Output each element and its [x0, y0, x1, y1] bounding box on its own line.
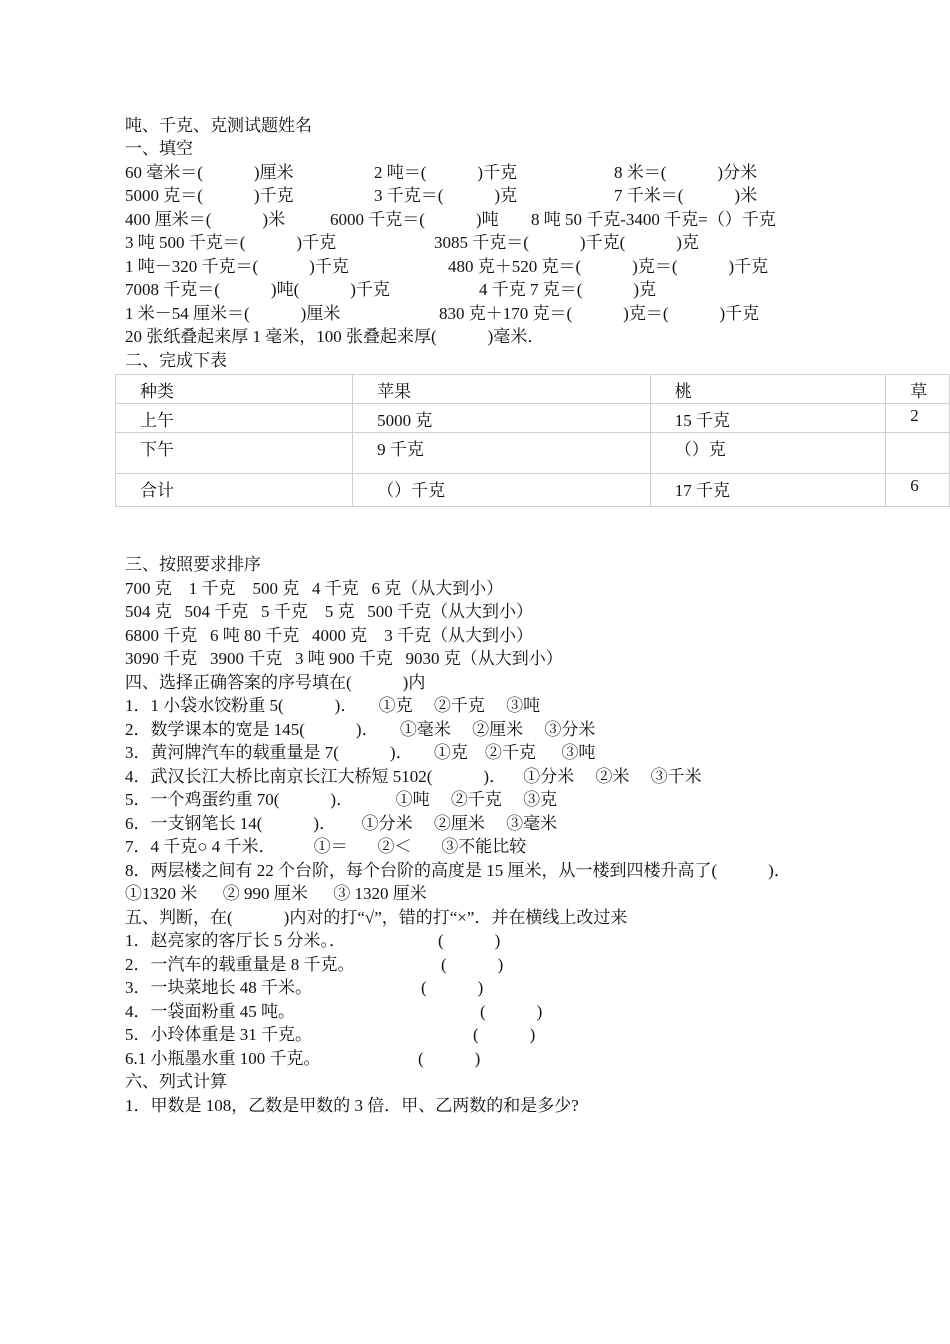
- fill-in-item: 5000 克＝( )千克: [125, 186, 294, 205]
- fill-in-row: [125, 279, 657, 301]
- judge-item: [125, 1001, 543, 1023]
- fill-in-item: 6000 千克＝( )吨: [330, 210, 499, 229]
- judge-question: 4．一袋面粉重 45 吨。: [125, 1002, 295, 1021]
- table-header-cell: 苹果: [353, 375, 651, 404]
- table-cell: 6: [886, 474, 950, 507]
- fill-in-item: 480 克＋520 克＝( )克＝( )千克: [448, 257, 769, 276]
- section-choice-heading: 四、选择正确答案的序号填在( )内: [125, 673, 426, 692]
- fruit-weight-table: [115, 374, 950, 507]
- choice-item: 6．一支钢笔长 14( )． ①分米 ②厘米 ③毫米: [125, 814, 558, 833]
- judge-question: 1．赵亮家的客厅长 5 分米。．: [125, 931, 346, 950]
- sort-item: 700 克 1 千克 500 克 4 千克 6 克（从大到小）: [125, 579, 504, 598]
- table-cell: 上午: [116, 404, 353, 433]
- table-header-cell: 种类: [116, 375, 353, 404]
- table-header-cell: 草: [886, 375, 950, 404]
- section-calc-heading: 六、列式计算: [125, 1072, 227, 1091]
- judge-question: 5．小玲体重是 31 千克。: [125, 1025, 312, 1044]
- fill-in-item: 1 米－54 厘米＝( )厘米: [125, 304, 341, 323]
- fill-in-item: 400 厘米＝( )米: [125, 210, 286, 229]
- section-judge-heading: 五、判断，在( )内对的打“√”，错的打“×”．并在横线上改过来: [125, 908, 628, 927]
- judge-answer-blank: ( ): [438, 931, 501, 950]
- table-cell: 合计: [116, 474, 353, 507]
- table-cell: 17 千克: [650, 474, 886, 507]
- calc-item: 1．甲数是 108，乙数是甲数的 3 倍．甲、乙两数的和是多少?: [125, 1096, 579, 1115]
- judge-item: [125, 977, 484, 999]
- sort-item: 504 克 504 千克 5 千克 5 克 500 千克（从大到小）: [125, 602, 533, 621]
- fill-in-row: [125, 162, 758, 184]
- judge-question: 2．一汽车的载重量是 8 千克。: [125, 955, 355, 974]
- fill-in-row: [125, 209, 776, 231]
- table-cell: 5000 克: [353, 404, 651, 433]
- fill-in-row: [125, 232, 699, 254]
- judge-item: [125, 1024, 536, 1046]
- choice-item: 5．一个鸡蛋约重 70( )． ①吨 ②千克 ③克: [125, 790, 558, 809]
- fill-in-item: 8 米＝( )分米: [614, 163, 758, 182]
- judge-answer-blank: ( ): [418, 1049, 481, 1068]
- fill-in-item: 7008 千克＝( )吨( )千克: [125, 280, 390, 299]
- fill-in-item: 2 吨＝( )千克: [374, 163, 518, 182]
- judge-answer-blank: ( ): [480, 1002, 543, 1021]
- fill-in-item: 3 千克＝( )克: [374, 186, 518, 205]
- table-header-row: [116, 375, 950, 404]
- worksheet-title: 吨、千克、克测试题姓名: [125, 116, 312, 135]
- choice-item: 3．黄河牌汽车的载重量是 7( )． ①克 ②千克 ③吨: [125, 743, 596, 762]
- fill-in-row: [125, 185, 758, 207]
- choice-item: 8．两层楼之间有 22 个台阶，每个台阶的高度是 15 厘米，从一楼到四楼升高了( )．: [125, 861, 791, 880]
- judge-question: 3．一块菜地长 48 千米。: [125, 978, 312, 997]
- judge-answer-blank: ( ): [441, 955, 504, 974]
- fill-in-item: 8 吨 50 千克-3400 千克=（）千克: [531, 210, 776, 229]
- table-row: [116, 404, 950, 433]
- fill-in-row: [125, 256, 769, 278]
- sort-item: 6800 千克 6 吨 80 千克 4000 克 3 千克（从大到小）: [125, 626, 533, 645]
- judge-item: [125, 930, 501, 952]
- table-header-cell: 桃: [650, 375, 886, 404]
- table-cell: 下午: [116, 433, 353, 474]
- choice-item: 7．4 千克○ 4 千米． ①＝ ②＜ ③不能比较: [125, 837, 527, 856]
- fill-in-row: [125, 303, 760, 325]
- choice-item: 4．武汉长江大桥比南京长江大桥短 5102( )． ①分米 ②米 ③千米: [125, 767, 702, 786]
- fill-in-item: 20 张纸叠起来厚 1 毫米，100 张叠起来厚( )毫米．: [125, 327, 545, 346]
- section-sort-heading: 三、按照要求排序: [125, 555, 261, 574]
- section-table-heading: 二、完成下表: [125, 351, 227, 370]
- fill-in-item: 3 吨 500 千克＝( )千克: [125, 233, 337, 252]
- table-cell: 15 千克: [650, 404, 886, 433]
- sort-item: 3090 千克 3900 千克 3 吨 900 千克 9030 克（从大到小）: [125, 649, 563, 668]
- judge-item: [125, 954, 504, 976]
- table-cell: [886, 433, 950, 474]
- choice-item: 1．1 小袋水饺粉重 5( )． ①克 ②千克 ③吨: [125, 696, 541, 715]
- table-cell: （）千克: [353, 474, 651, 507]
- choice-options: ①1320 米 ② 990 厘米 ③ 1320 厘米: [125, 884, 427, 903]
- judge-item: [125, 1048, 481, 1070]
- judge-answer-blank: ( ): [421, 978, 484, 997]
- fill-in-item: 830 克＋170 克＝( )克＝( )千克: [439, 304, 760, 323]
- fill-in-row: [125, 326, 545, 348]
- fill-in-item: 3085 千克＝( )千克( )克: [434, 233, 699, 252]
- section-fill-in-heading: 一、填空: [125, 139, 193, 158]
- table-row: [116, 474, 950, 507]
- table-cell: 9 千克: [353, 433, 651, 474]
- table-cell: （）克: [650, 433, 886, 474]
- table-row: [116, 433, 950, 474]
- fill-in-item: 4 千克 7 克＝( )克: [479, 280, 657, 299]
- table-cell: 2: [886, 404, 950, 433]
- judge-question: 6.1 小瓶墨水重 100 千克。: [125, 1049, 321, 1068]
- fill-in-item: 1 吨－320 千克＝( )千克: [125, 257, 349, 276]
- choice-item: 2．数学课本的宽是 145( )． ①毫米 ②厘米 ③分米: [125, 720, 596, 739]
- fill-in-item: 60 毫米＝( )厘米: [125, 163, 294, 182]
- fill-in-item: 7 千米＝( )米: [614, 186, 758, 205]
- judge-answer-blank: ( ): [473, 1025, 536, 1044]
